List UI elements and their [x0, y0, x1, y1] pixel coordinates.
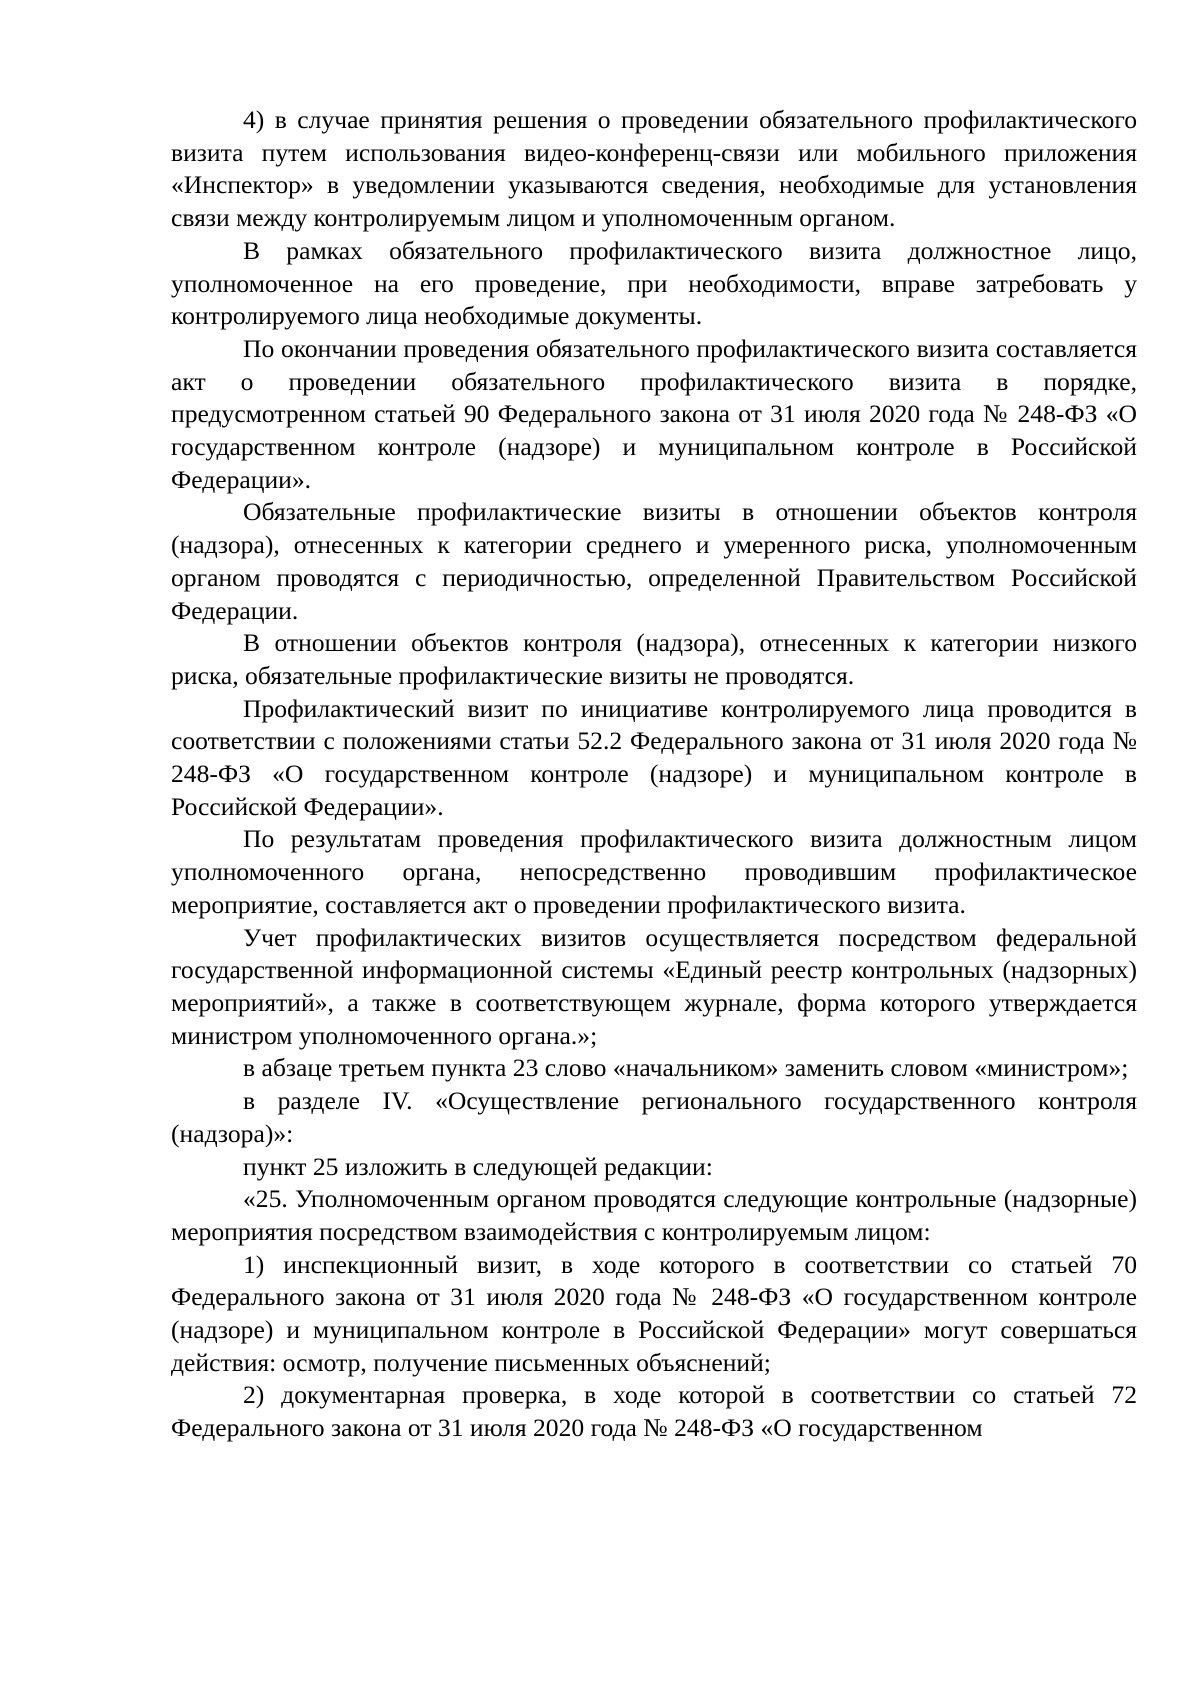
paragraph-visit-periodicity: Обязательные профилактические визиты в отношении объектов контроля (надзора), отнесенных к категории среднего и умеренного риска, уполномоченным органом проводятся с периодичностью, определенной Правительством Российской Федерации.: [171, 497, 1137, 625]
paragraph-visit-act: По окончании проведения обязательного профилактического визита составляется акт о проведении обязательного профилактического визита в порядке, предусмотренном статьей 90 Федерального закона от 31 июля 2020 года № 248-ФЗ «О государственном контроле (надзоре) и муниципальном контроле в Российской Федерации».: [171, 333, 1137, 494]
paragraph-visit-results: По результатам проведения профилактического визита должностным лицом уполномоченного органа, непосредственно проводившим профилактическое мероприятие, составляется акт о проведении профилактического визита.: [171, 824, 1137, 919]
paragraph-documents-request: В рамках обязательного профилактического визита должностное лицо, уполномоченное на его проведение, при необходимости, вправе затребовать у контролируемого лица необходимые документы.: [171, 235, 1137, 331]
paragraph-amend-item-23: в абзаце третьем пункта 23 слово «начальником» заменить словом «министром»;: [243, 1053, 1129, 1083]
paragraph-item-4-notice-details: 4) в случае принятия решения о проведении обязательного профилактического визита путем использования видео-конференц-связи или мобильного приложения «Инспектор» в уведомлении указываются сведения, необходимые для установления связи между контролируемым лицом и уполномоченным органом.: [171, 105, 1137, 233]
paragraph-visit-registry: Учет профилактических визитов осуществляется посредством федеральной государственной информационной системы «Единый реестр контрольных (надзорных) мероприятий», а также в соответствующем журнале, форма которого утверждается министром уполномоченного органа.»;: [171, 922, 1137, 1050]
paragraph-section-4: в разделе IV. «Осуществление регионального государственного контроля (надзора)»:: [171, 1086, 1137, 1148]
paragraph-item-25-intro: пункт 25 изложить в следующей редакции:: [243, 1151, 713, 1181]
paragraph-item-25-text: «25. Уполномоченным органом проводятся следующие контрольные (надзорные) мероприятия посредством взаимодействия с контролируемым лицом:: [171, 1184, 1137, 1246]
document-body: [171, 104, 1137, 1445]
paragraph-low-risk: В отношении объектов контроля (надзора), отнесенных к категории низкого риска, обязательные профилактические визиты не проводятся.: [171, 628, 1137, 690]
paragraph-documentary-check: 2) документарная проверка, в ходе которой в соответствии со статьей 72 Федерального закона от 31 июля 2020 года № 248-ФЗ «О государственном: [171, 1380, 1137, 1443]
paragraph-initiative-visit: Профилактический визит по инициативе контролируемого лица проводится в соответствии с положениями статьи 52.2 Федерального закона от 31 июля 2020 года № 248-ФЗ «О государственном контроле (надзоре) и муниципальном контроле в Российской Федерации».: [171, 693, 1137, 821]
paragraph-inspection-visit: 1) инспекционный визит, в ходе которого в соответствии со статьей 70 Федерального закона от 31 июля 2020 года № 248-ФЗ «О государственном контроле (надзоре) и муниципальном контроле в Российской Федерации» могут совершаться действия: осмотр, получение письменных объяснений;: [171, 1249, 1137, 1377]
